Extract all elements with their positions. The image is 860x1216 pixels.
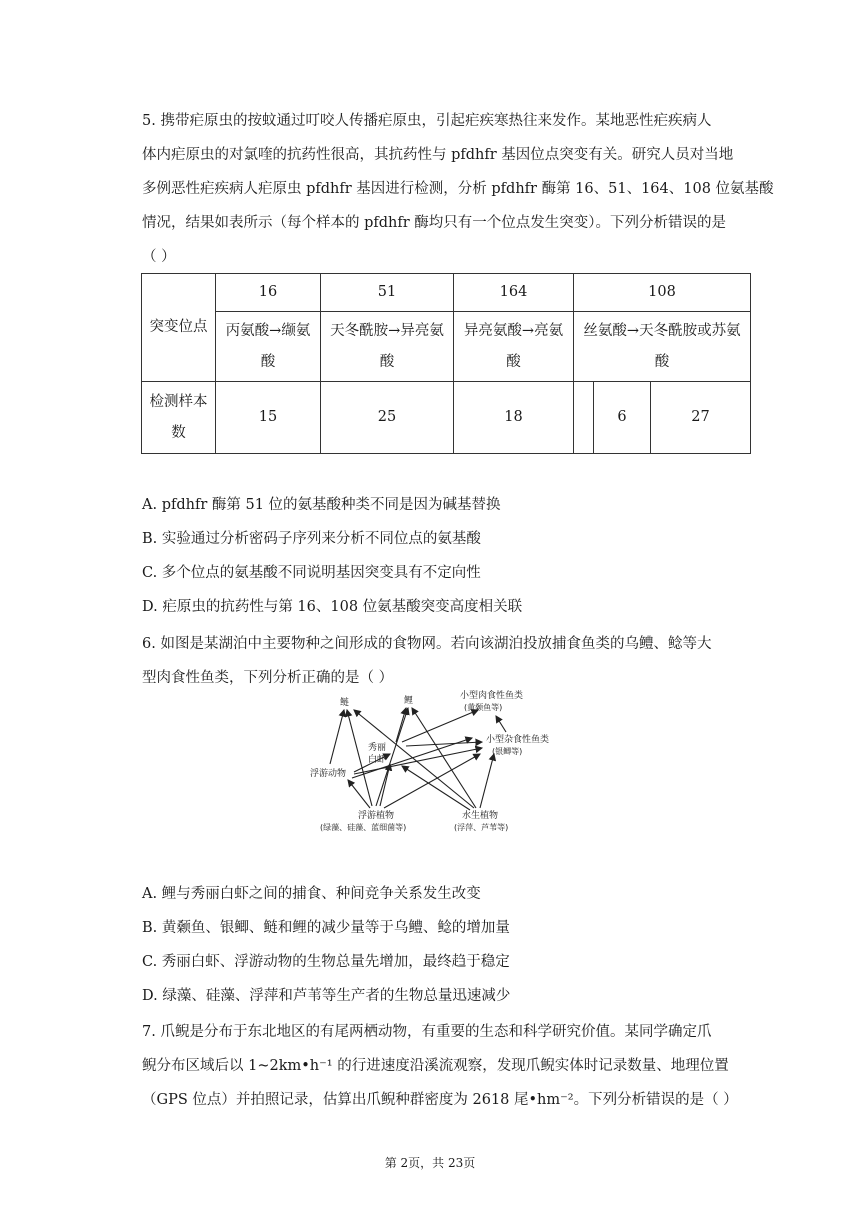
node-small-omnivore: 小型杂食性鱼类 [486,735,550,745]
food-web-diagram [310,688,572,838]
site-51: 51 [321,274,454,312]
count-empty [574,382,594,454]
node-lian: 鲢 [340,698,350,708]
q7-line: （GPS 位点）并拍照记录，估算出爪鲵种群密度为 2618 尾•hm⁻²。下列分析错误的是（ ） [142,1092,738,1108]
count-51: 25 [321,382,454,454]
node-small-carnivore: 小型肉食性鱼类 [460,691,524,701]
q5-option-a: A. pfdhfr 酶第 51 位的氨基酸种类不同是因为碱基替换 [142,497,501,513]
q6-line: 6. 如图是某湖泊中主要物种之间形成的食物网。若向该湖泊投放捕食鱼类的乌鳢、鲶等大 [142,636,712,652]
node-aquatic-plants: 水生植物 [462,811,499,821]
change-164: 异亮氨酸→亮氨 酸 [454,312,574,382]
question-6-stem [142,627,762,695]
q5-line: 体内疟原虫的对氯喹的抗药性很高，其抗药性与 pfdhfr 基因位点突变有关。研究人员对当地 [142,147,734,163]
q5-line: 5. 携带疟原虫的按蚊通过叮咬人传播疟原虫，引起疟疾寒热往来发作。某地恶性疟疾病人 [142,113,712,129]
food-web-labels [310,689,549,832]
question-7-stem [142,1015,762,1117]
node-phytoplankton-note: (绿藻、硅藻、蓝细菌等) [320,823,407,832]
mutation-table [141,273,751,454]
q5-line: （ ） [142,249,176,265]
q5-option-d: D. 疟原虫的抗药性与第 16、108 位氨基酸突变高度相关联 [142,599,523,615]
q5-line: 情况，结果如表所示（每个样本的 pfdhfr 酶均只有一个位点发生突变）。下列分析错误的是 [142,215,727,231]
count-164: 18 [454,382,574,454]
node-zooplankton: 浮游动物 [310,769,347,779]
count-108-b: 27 [651,382,751,454]
food-web-arrows [330,708,506,810]
question-5-stem [142,104,774,274]
node-li: 鲤 [404,696,414,706]
q5-option-c: C. 多个位点的氨基酸不同说明基因突变具有不定向性 [142,565,481,581]
row-label-mutation-site: 突变位点 [142,274,216,382]
q6-line: 型肉食性鱼类，下列分析正确的是（ ） [142,670,394,686]
site-108: 108 [574,274,751,312]
node-aquatic-plants-note: (浮萍、芦苇等) [454,823,509,832]
node-shrimp-b: 白虾 [368,755,387,765]
node-shrimp-a: 秀丽 [368,743,387,753]
change-16: 丙氨酸→缬氨 酸 [216,312,321,382]
count-16: 15 [216,382,321,454]
q6-option-c: C. 秀丽白虾、浮游动物的生物总量先增加，最终趋于稳定 [142,954,510,970]
count-108-a: 6 [594,382,651,454]
q7-line: 鲵分布区域后以 1~2km•h⁻¹ 的行进速度沿溪流观察，发现爪鲵实体时记录数量、地理位置 [142,1058,729,1074]
q6-option-b: B. 黄颡鱼、银鲫、鲢和鲤的减少量等于乌鳢、鲶的增加量 [142,920,510,936]
q5-option-b: B. 实验通过分析密码子序列来分析不同位点的氨基酸 [142,531,481,547]
site-164: 164 [454,274,574,312]
change-51: 天冬酰胺→异亮氨 酸 [321,312,454,382]
q6-option-a: A. 鲤与秀丽白虾之间的捕食、种间竞争关系发生改变 [142,886,481,902]
node-small-carnivore-note: (黄颡鱼等) [464,703,503,712]
change-108: 丝氨酸→天冬酰胺或苏氨 酸 [574,312,751,382]
q7-line: 7. 爪鲵是分布于东北地区的有尾两栖动物，有重要的生态和科学研究价值。某同学确定爪 [142,1024,712,1040]
node-small-omnivore-note: (银鲫等) [492,747,523,756]
node-phytoplankton: 浮游植物 [358,811,395,821]
site-16: 16 [216,274,321,312]
row-label-sample-count: 检测样本 数 [142,382,216,454]
q5-line: 多例恶性疟疾病人疟原虫 pfdhfr 基因进行检测，分析 pfdhfr 酶第 16、51、164、108 位氨基酸 [142,181,774,197]
page-footer: 第 2页，共 23页 [384,1156,476,1170]
q6-option-d: D. 绿藻、硅藻、浮萍和芦苇等生产者的生物总量迅速减少 [142,988,511,1004]
